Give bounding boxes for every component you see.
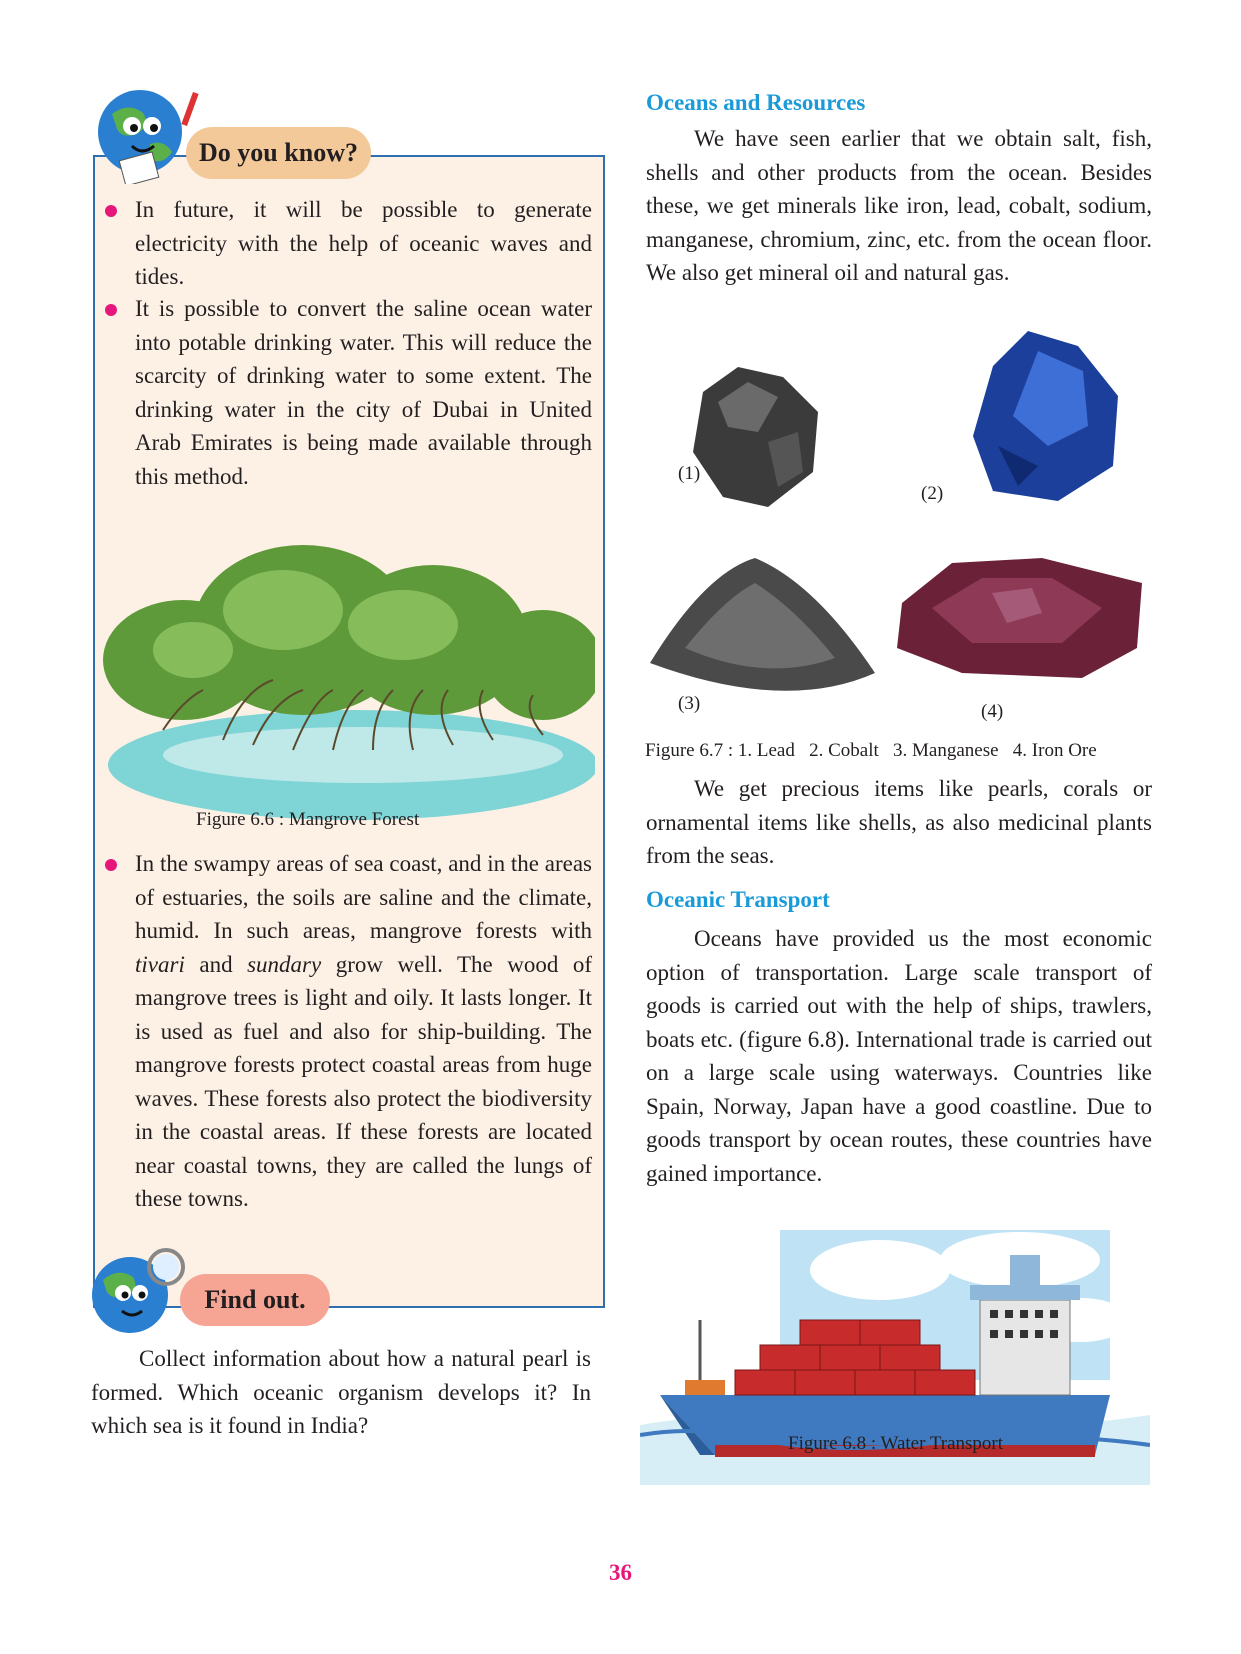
term-sundary: sundary [247,951,322,977]
bullet-dot-icon [105,859,117,871]
bullet-dot-icon [105,304,117,316]
bullet3-text-and: and [184,951,248,977]
bullet3-text-2: grow well. The wood of mangrove trees is light and oily. It lasts longer. It is used as fuel and also for ship-building. The mangrove forests protect coastal areas from huge waves. These forests also protect the biodiversity in the coastal areas. If these forests are located near coastal towns, they are called the lungs of these towns. [135,951,592,1211]
mineral-label-4: (4) [981,701,1004,722]
mineral-label-1: (1) [678,463,701,484]
figure-6-8-caption: Figure 6.8 : Water Transport [788,1433,1004,1454]
page-number: 36 [609,1560,632,1585]
oceanic-transport-heading: Oceanic Transport [646,887,830,912]
find-out-text: Collect information about how a natural pearl is formed. Which oceanic organism develops it? In which sea is it found in India? [91,1346,591,1438]
dyk-bullet-3 [135,847,592,1216]
manganese-mineral-image [645,553,880,713]
mineral-label-3: (3) [678,693,701,714]
dyk-bullet-1: In future, it will be possible to generate electricity with the help of oceanic waves and tides. [135,197,592,289]
oceans-resources-para-2: We get precious items like pearls, corals or ornamental items like shells, as also medicinal plants from the seas. [646,776,1152,868]
figure-6-6-caption: Figure 6.6 : Mangrove Forest [196,809,420,830]
bullet-dot-icon [105,205,117,217]
figure-6-7-caption: Figure 6.7 : 1. Lead 2. Cobalt 3. Manganese 4. Iron Ore [645,740,1097,761]
find-out-title: Find out. [180,1274,330,1326]
iron-ore-mineral-image [892,553,1150,683]
dyk-bullet-2: It is possible to convert the saline ocean water into potable drinking water. This will reduce the scarcity of drinking water to some extent. The drinking water in the city of Dubai in United Arab Emirates is being made available through this method. [135,296,592,489]
mangrove-forest-image [103,540,595,840]
do-you-know-title: Do you know? [186,127,371,179]
term-tivari: tivari [135,951,185,977]
lead-mineral-image [688,362,828,512]
oceanic-transport-para: Oceans have provided us the most economic option of transportation. Large scale transport of goods is carried out with the help of ships, trawlers, boats etc. (figure 6.8). International trade is carried out on a large scale using waterways. Countries like Spain, Norway, Japan have a good coastline. Due to goods transport by ocean routes, these countries have gained importance. [646,926,1152,1186]
bullet3-text-1: In the swampy areas of sea coast, and in the areas of estuaries, the soils are saline and the climate, humid. In such areas, mangrove forests with [135,851,592,943]
cobalt-mineral-image [968,326,1128,506]
oceans-resources-heading: Oceans and Resources [646,90,866,115]
oceans-resources-para-1: We have seen earlier that we obtain salt, fish, shells and other products from the ocean. Besides these, we get minerals like iron, lead, cobalt, sodium, manganese, chromium, zinc, etc. from the ocean floor. We also get mineral oil and natural gas. [646,126,1152,285]
mineral-label-2: (2) [921,483,944,504]
